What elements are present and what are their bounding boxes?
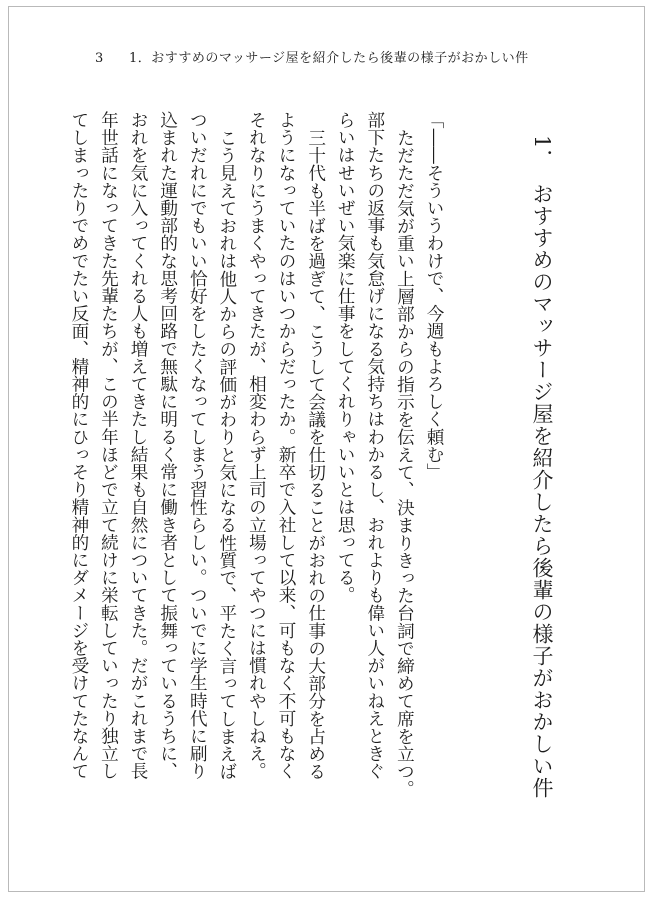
running-title: 1．おすすめのマッサージ屋を紹介したら後輩の様子がおかしい件 <box>129 51 529 66</box>
book-page <box>8 6 645 892</box>
chapter-title: 1． おすすめのマッサージ屋を紹介したら後輩の様子がおかしい件 <box>530 135 554 799</box>
page-number: 3 <box>95 51 104 66</box>
dialogue-paragraph: 「――そういうわけで、今週もよろしく頼む」 <box>424 111 444 481</box>
running-head <box>95 47 584 66</box>
body-paragraph: こう見えておれは他人からの評価がわりと気になる性質で、平たく言ってしまえば ついだれにでもいい恰好をしたくなってしまう習性らしい。ついでに学生時代に刷り 込まれた運動部的な思考回路で無駄に明るく常に働き者として振舞っているうちに、 おれを気に入ってくれる人も増えてきたし結果も自然についてきた。だがこれまで長 年世話になってきた先輩たちが、この半年ほどで立て続けに栄転していったり独立し てしまったりでめでたい反面、精神的にひっそり精神的にダメージを受けてたなんて <box>68 111 237 780</box>
body-text <box>63 111 448 817</box>
body-paragraph: 三十代も半ばを過ぎて、こうして会議を仕切ることがおれの仕事の大部分を占める ようになっていたのはいつからだったか。新卒で入社して以来、可もなく不可もなく それなりにうまくやってきたが、相変わらず上司の立場ってやつには慣れやしねえ。 <box>246 111 326 780</box>
body-paragraph: ただただ気が重い上層部からの指示を伝えて、決まりきった台詞で締めて席を立つ。 部下たちの返事も気怠げになる気持ちはわかるし、おれよりも偉い人がいねえときぐ らいはせいぜい気楽に仕事をしてくれりゃいいとは思ってる。 <box>335 111 415 798</box>
